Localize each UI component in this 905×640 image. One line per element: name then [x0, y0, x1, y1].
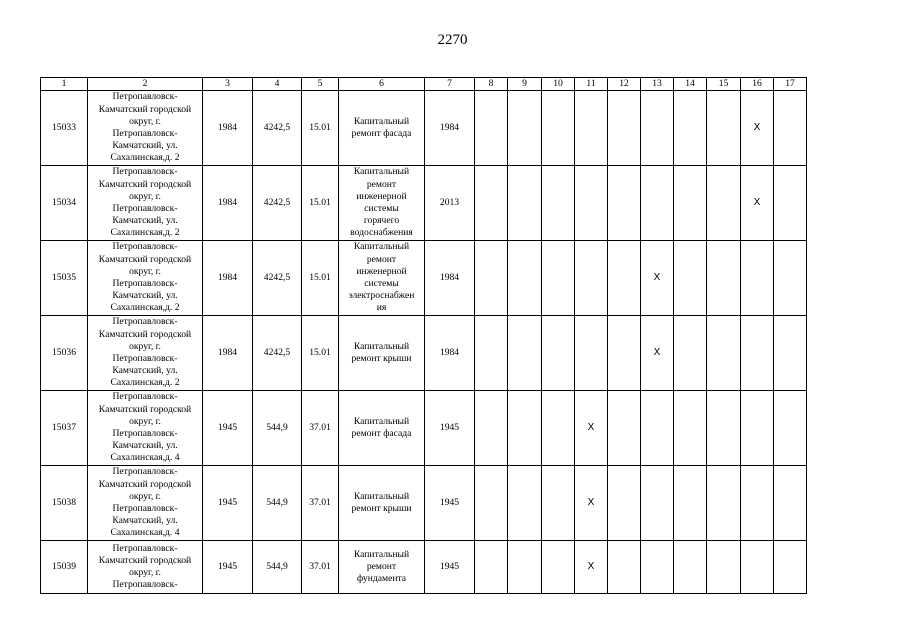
mark-cell-16	[741, 391, 774, 466]
year-built: 1984	[203, 166, 253, 241]
mark-cell-8	[475, 241, 508, 316]
work-line: ремонт	[366, 560, 397, 572]
mark-cell-14	[674, 391, 707, 466]
mark-cell-9	[508, 91, 542, 166]
work-line: Капитальный	[353, 490, 410, 502]
header-cell: 17	[774, 78, 807, 91]
mark-cell-17	[774, 241, 807, 316]
row-id: 15035	[41, 241, 88, 316]
address-line: Камчатский, ул.	[112, 140, 178, 152]
mark-cell-9	[508, 316, 542, 391]
area: 544,9	[253, 541, 302, 594]
mark-cell-16: X	[741, 166, 774, 241]
work-line: Капитальный	[353, 115, 410, 127]
mark-cell-13: X	[641, 241, 674, 316]
mark-cell-17	[774, 316, 807, 391]
wear: 37.01	[302, 391, 339, 466]
registry-table	[40, 77, 807, 594]
area: 4242,5	[253, 166, 302, 241]
table-row	[41, 91, 807, 166]
address-cell	[88, 316, 203, 391]
mark-cell-17	[774, 391, 807, 466]
area: 4242,5	[253, 241, 302, 316]
mark-cell-8	[475, 541, 508, 594]
mark-cell-13	[641, 541, 674, 594]
work-line: фундамента	[356, 573, 407, 585]
header-cell: 15	[707, 78, 741, 91]
mark-cell-11	[575, 91, 608, 166]
table-row	[41, 241, 807, 316]
mark-cell-10	[542, 391, 575, 466]
mark-cell-14	[674, 316, 707, 391]
last-repair-year: 1984	[425, 91, 475, 166]
address-line: Петропавловск-	[112, 203, 178, 214]
header-cell: 7	[425, 78, 475, 91]
page-number: 2270	[437, 32, 468, 48]
work-type	[339, 391, 425, 466]
mark-cell-17	[774, 541, 807, 594]
address-line: Камчатский городской	[98, 478, 192, 490]
address-line: Петропавловск-	[112, 241, 178, 253]
address-line: Петропавловск-	[112, 91, 178, 103]
header-cell: 1	[41, 78, 88, 91]
mark-cell-14	[674, 166, 707, 241]
year-built: 1984	[203, 316, 253, 391]
address-line: округ, г.	[129, 115, 161, 127]
mark-cell-14	[674, 541, 707, 594]
mark-cell-11	[575, 166, 608, 241]
mark-cell-11: X	[575, 391, 608, 466]
address-cell	[88, 166, 203, 241]
area: 4242,5	[253, 316, 302, 391]
address-line: Петропавловск-	[112, 579, 178, 591]
address-line: Сахалинская,д. 2	[110, 377, 180, 389]
work-line: ремонт крыши	[351, 353, 412, 364]
address-line: Камчатский городской	[98, 403, 192, 415]
mark-cell-12	[608, 466, 641, 541]
address-line: Камчатский городской	[98, 328, 192, 340]
header-cell: 2	[88, 78, 203, 91]
mark-cell-15	[707, 466, 741, 541]
work-type	[339, 241, 425, 316]
mark-cell-14	[674, 466, 707, 541]
mark-cell-17	[774, 91, 807, 166]
address-line: Петропавловск-	[112, 353, 178, 364]
header-cell: 9	[508, 78, 542, 91]
address-line: Петропавловск-	[112, 316, 178, 328]
address-line: Камчатский, ул.	[112, 290, 178, 302]
mark-cell-13: X	[641, 316, 674, 391]
header-cell: 5	[302, 78, 339, 91]
address-line: Камчатский городской	[98, 554, 192, 566]
mark-cell-10	[542, 91, 575, 166]
last-repair-year: 1945	[425, 541, 475, 594]
address-line: Сахалинская,д. 2	[110, 302, 180, 314]
address-cell	[88, 391, 203, 466]
address-line: округ, г.	[129, 415, 161, 427]
work-line: Капитальный	[353, 548, 410, 560]
address-cell	[88, 466, 203, 541]
address-line: Петропавловск-	[112, 166, 178, 178]
work-line: Капитальный	[353, 415, 410, 427]
header-cell: 13	[641, 78, 674, 91]
year-built: 1945	[203, 541, 253, 594]
work-line: ремонт фасада	[351, 428, 412, 439]
mark-cell-15	[707, 166, 741, 241]
header-cell: 14	[674, 78, 707, 91]
area: 544,9	[253, 466, 302, 541]
work-line: ремонт крыши	[351, 503, 412, 514]
row-id: 15038	[41, 466, 88, 541]
work-line: ремонт фасада	[351, 128, 412, 139]
row-id: 15034	[41, 166, 88, 241]
wear: 15.01	[302, 316, 339, 391]
mark-cell-13	[641, 166, 674, 241]
address-line: округ, г.	[129, 190, 161, 202]
address-line: Петропавловск-	[112, 278, 178, 289]
work-line: инженерной	[356, 265, 407, 277]
row-id: 15036	[41, 316, 88, 391]
last-repair-year: 2013	[425, 166, 475, 241]
row-id: 15033	[41, 91, 88, 166]
year-built: 1945	[203, 466, 253, 541]
address-line: Сахалинская,д. 2	[110, 227, 180, 239]
work-line: электроснабжен	[348, 290, 415, 302]
work-line: ремонт	[366, 178, 397, 190]
header-cell: 3	[203, 78, 253, 91]
mark-cell-16	[741, 316, 774, 391]
area: 544,9	[253, 391, 302, 466]
work-line: горячего	[363, 215, 400, 227]
address-line: Камчатский городской	[98, 253, 192, 265]
address-line: Сахалинская,д. 4	[110, 452, 180, 464]
address-line: Камчатский, ул.	[112, 515, 178, 527]
mark-cell-16: X	[741, 91, 774, 166]
last-repair-year: 1945	[425, 391, 475, 466]
wear: 37.01	[302, 541, 339, 594]
address-line: Камчатский, ул.	[112, 440, 178, 452]
header-cell: 12	[608, 78, 641, 91]
mark-cell-9	[508, 166, 542, 241]
mark-cell-13	[641, 391, 674, 466]
header-cell: 8	[475, 78, 508, 91]
work-line: ия	[376, 302, 387, 314]
work-line: системы	[364, 203, 399, 214]
mark-cell-8	[475, 316, 508, 391]
mark-cell-14	[674, 241, 707, 316]
work-type	[339, 466, 425, 541]
mark-cell-17	[774, 466, 807, 541]
mark-cell-11: X	[575, 466, 608, 541]
mark-cell-12	[608, 241, 641, 316]
mark-cell-15	[707, 316, 741, 391]
mark-cell-12	[608, 316, 641, 391]
mark-cell-12	[608, 166, 641, 241]
row-id: 15039	[41, 541, 88, 594]
address-cell	[88, 91, 203, 166]
wear: 15.01	[302, 166, 339, 241]
last-repair-year: 1984	[425, 241, 475, 316]
address-line: Петропавловск-	[112, 503, 178, 514]
mark-cell-8	[475, 391, 508, 466]
address-line: Камчатский, ул.	[112, 215, 178, 227]
mark-cell-15	[707, 541, 741, 594]
header-cell: 11	[575, 78, 608, 91]
mark-cell-9	[508, 391, 542, 466]
address-line: Сахалинская,д. 2	[110, 152, 180, 164]
table-row	[41, 316, 807, 391]
work-line: инженерной	[356, 190, 407, 202]
mark-cell-11	[575, 316, 608, 391]
work-line: ремонт	[366, 253, 397, 265]
wear: 37.01	[302, 466, 339, 541]
work-line: Капитальный	[353, 340, 410, 352]
mark-cell-15	[707, 91, 741, 166]
mark-cell-10	[542, 316, 575, 391]
mark-cell-9	[508, 466, 542, 541]
work-line: Капитальный	[353, 166, 410, 178]
mark-cell-10	[542, 466, 575, 541]
address-line: Петропавловск-	[112, 466, 178, 478]
work-type	[339, 541, 425, 594]
address-line: округ, г.	[129, 490, 161, 502]
mark-cell-12	[608, 541, 641, 594]
wear: 15.01	[302, 91, 339, 166]
address-line: Петропавловск-	[112, 128, 178, 139]
header-cell: 16	[741, 78, 774, 91]
header-cell: 4	[253, 78, 302, 91]
table-row	[41, 466, 807, 541]
mark-cell-16	[741, 541, 774, 594]
header-row	[41, 78, 807, 91]
address-line: Петропавловск-	[112, 542, 178, 554]
mark-cell-14	[674, 91, 707, 166]
year-built: 1984	[203, 241, 253, 316]
mark-cell-10	[542, 541, 575, 594]
mark-cell-10	[542, 241, 575, 316]
address-cell	[88, 541, 203, 594]
header-cell: 10	[542, 78, 575, 91]
table-row	[41, 541, 807, 594]
mark-cell-11	[575, 241, 608, 316]
work-type	[339, 316, 425, 391]
mark-cell-15	[707, 241, 741, 316]
mark-cell-16	[741, 241, 774, 316]
mark-cell-8	[475, 166, 508, 241]
year-built: 1984	[203, 91, 253, 166]
mark-cell-8	[475, 466, 508, 541]
wear: 15.01	[302, 241, 339, 316]
mark-cell-12	[608, 91, 641, 166]
table-row	[41, 391, 807, 466]
address-line: Камчатский городской	[98, 103, 192, 115]
mark-cell-9	[508, 241, 542, 316]
work-line: системы	[364, 278, 399, 289]
mark-cell-13	[641, 466, 674, 541]
work-line: Капитальный	[353, 241, 410, 253]
address-line: Камчатский городской	[98, 178, 192, 190]
mark-cell-16	[741, 466, 774, 541]
row-id: 15037	[41, 391, 88, 466]
mark-cell-15	[707, 391, 741, 466]
address-line: округ, г.	[129, 265, 161, 277]
mark-cell-8	[475, 91, 508, 166]
work-line: водоснабжения	[350, 227, 413, 239]
work-type	[339, 91, 425, 166]
last-repair-year: 1945	[425, 466, 475, 541]
area: 4242,5	[253, 91, 302, 166]
mark-cell-10	[542, 166, 575, 241]
address-line: Сахалинская,д. 4	[110, 527, 180, 539]
address-line: Петропавловск-	[112, 428, 178, 439]
mark-cell-17	[774, 166, 807, 241]
mark-cell-11: X	[575, 541, 608, 594]
mark-cell-12	[608, 391, 641, 466]
table-row	[41, 166, 807, 241]
last-repair-year: 1984	[425, 316, 475, 391]
header-cell: 6	[339, 78, 425, 91]
address-cell	[88, 241, 203, 316]
work-type	[339, 166, 425, 241]
year-built: 1945	[203, 391, 253, 466]
address-line: Камчатский, ул.	[112, 365, 178, 377]
mark-cell-13	[641, 91, 674, 166]
mark-cell-9	[508, 541, 542, 594]
address-line: округ, г.	[129, 340, 161, 352]
address-line: округ, г.	[129, 567, 161, 578]
address-line: Петропавловск-	[112, 391, 178, 403]
